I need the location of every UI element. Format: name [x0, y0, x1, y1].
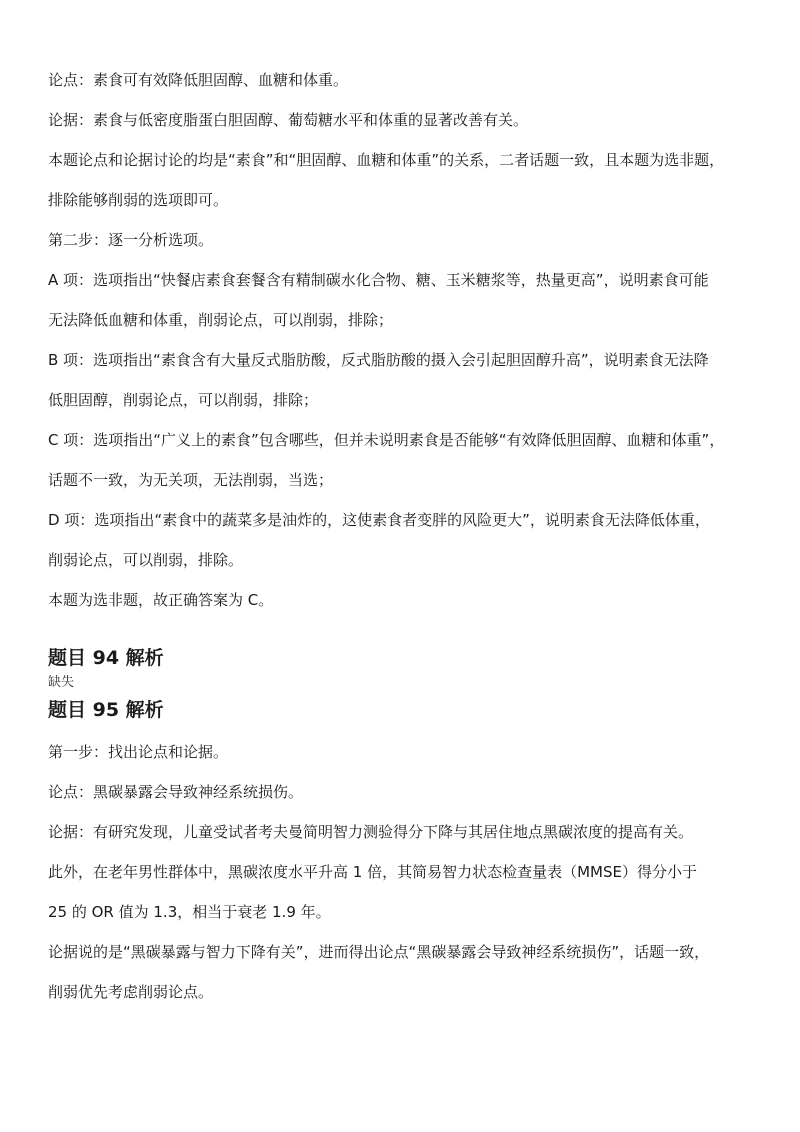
paragraph-line: 排除能够削弱的选项即可。 [48, 191, 229, 209]
option-d-line: D 项：选项指出“素食中的蔬菜多是油炸的，这使素食者变胖的风险更大”，说明素食无法降低体重， [48, 511, 710, 529]
paragraph-line: 本题论点和论据讨论的均是“素食”和“胆固醇、血糖和体重”的关系，二者话题一致，且本题为选非题， [48, 151, 725, 169]
section-95-heading: 题目 95 解析 [48, 699, 164, 721]
option-b-line: 低胆固醇，削弱论点，可以削弱，排除； [48, 391, 319, 409]
section-94-analysis [48, 644, 752, 694]
paragraph-line: 削弱优先考虑削弱论点。 [48, 983, 214, 1001]
paragraph-line: 论据说的是“黑碳暴露与智力下降有关”，进而得出论点“黑碳暴露会导致神经系统损伤”，话题一致， [48, 943, 710, 961]
paragraph-line: 此外，在老年男性群体中，黑碳浓度水平升高 1 倍，其简易智力状态检查量表（MMSE）得分小于 [48, 863, 697, 881]
step-one-line: 第一步：找出论点和论据。 [48, 743, 229, 761]
section-95-analysis [48, 696, 752, 1012]
argument-claim: 论点：素食可有效降低胆固醇、血糖和体重。 [48, 71, 349, 89]
answer-line: 本题为选非题，故正确答案为 C。 [48, 591, 274, 609]
missing-note: 缺失 [48, 675, 75, 690]
section-93-analysis [48, 60, 752, 620]
option-a-line: 无法降低血糖和体重，削弱论点，可以削弱，排除； [48, 311, 394, 329]
argument-evidence: 论据：素食与低密度脂蛋白胆固醇、葡萄糖水平和体重的显著改善有关。 [48, 111, 529, 129]
argument-claim: 论点：黑碳暴露会导致神经系统损伤。 [48, 783, 304, 801]
argument-evidence: 论据：有研究发现，儿童受试者考夫曼简明智力测验得分下降与其居住地点黑碳浓度的提高有关。 [48, 823, 694, 841]
option-c-line: 话题不一致，为无关项，无法削弱，当选； [48, 471, 334, 489]
section-94-heading: 题目 94 解析 [48, 647, 164, 669]
paragraph-line: 25 的 OR 值为 1.3，相当于衰老 1.9 年。 [48, 903, 331, 921]
option-d-line: 削弱论点，可以削弱，排除。 [48, 551, 244, 569]
option-c-line: C 项：选项指出“广义上的素食”包含哪些，但并未说明素食是否能够“有效降低胆固醇、血糖和体重”， [48, 431, 725, 449]
option-b-line: B 项：选项指出“素食含有大量反式脂肪酸，反式脂肪酸的摄入会引起胆固醇升高”，说明素食无法降 [48, 351, 709, 369]
step-two-line: 第二步：逐一分析选项。 [48, 231, 214, 249]
option-a-line: A 项：选项指出“快餐店素食套餐含有精制碳水化合物、糖、玉米糖浆等，热量更高”，说明素食可能 [48, 271, 709, 289]
